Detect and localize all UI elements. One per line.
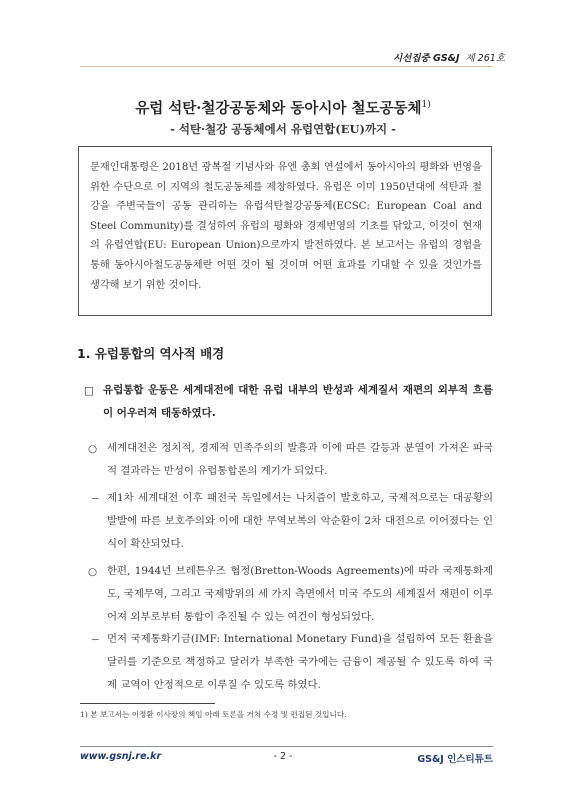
issue-number: 제 261호 [465,53,505,64]
footnote-rule [80,703,215,704]
document-subtitle: - 석탄·철강 공동체에서 유럽연합(EU)까지 - [170,122,396,136]
document-title [0,97,566,118]
dash-bullet-marker: − [91,493,100,505]
document-title-text: 유럽 석탄·철강공동체와 동아시아 철도공동체 [135,100,422,117]
circle-bullet-marker: ○ [88,443,98,455]
paragraph-text: 먼저 국제통화기금(IMF: International Monetary Fund)을 설립하여 모든 환율을 달러를 기준으로 책정하고 달러가 부족한 국가에는 금융이 제공될 수 있도록 하여 국제 교역이 안정적으로 이루질 수 있도록 하였다. [107,633,493,691]
abstract-box: 문재인대통령은 2018년 광복절 기념사와 유엔 총회 연설에서 동아시아의 평화와 번영을 위한 수단으로 이 지역의 철도공동체를 제창하였다. 유럽은 이미 1950년대에 석탄과 철강을 주변국들이 공동 관리하는 유럽석탄철강공동체(ECSC: European Coal and Steel Community)를 결성하여 유럽의 평화와 경제번영의 기초를 닦았고, 이것이 현재의 유럽연합(EU: European Union)으로까지 발전하였다. 본 보고서는 유럽의 경험을 통해 동아시아철도공동체란 어떤 것이 될 것이며 어떤 효과를 기대할 수 있을 것인가를 생각해 보기 위한 것이다. [78,146,492,316]
header-rule [80,66,493,67]
circle-bullet-marker: ○ [88,566,98,578]
footnote-text: 1) 본 보고서는 이정환 이사장의 책임 아래 토론을 거쳐 수정 및 편집된 것입니다. [80,710,347,719]
title-footnote-mark: 1) [421,100,431,111]
running-header [393,50,505,64]
paragraph-text: 한편, 1944년 브레튼우즈 협정(Bretton-Woods Agreements)에 따라 국제통화제도, 국제무역, 그리고 국제방위의 세 가지 측면에서 미국 주도의 세계질서 재편이 이루어져 외부로부터 통합이 추진될 수 있는 여건이 형성되었다. [107,565,493,623]
paragraph-text: 세계대전은 정치적, 경제적 민족주의의 발흥과 이에 따른 갈등과 분열이 가져온 파국적 결과라는 반성이 유럽통합론의 계기가 되었다. [107,442,493,477]
box-bullet-marker: □ [84,385,95,397]
section-heading: 1. 유럽통합의 역사적 배경 [77,346,225,361]
dash-bullet-marker: − [91,634,100,646]
paragraph-text: 제1차 세계대전 이후 패전국 독일에서는 나치즘이 발호하고, 국제적으로는 대공황의 발발에 따른 보호주의와 이에 대한 무역보복의 악순환이 2차 대전으로 이어졌다는 인식이 확산되었다. [107,492,493,550]
footer-rule [80,746,493,747]
page-number: - 2 - [273,751,293,762]
publication-name: 시선집중 GS&J [393,53,460,64]
key-point-text: 유럽통합 운동은 세계대전에 대한 유럽 내부의 반성과 세계질서 재편의 외부적 흐름이 어우러져 태동하였다. [103,384,493,419]
footer-organization: GS&J 인스티튜트 [417,754,493,765]
footer-website: www.gsnj.re.kr [80,751,162,762]
